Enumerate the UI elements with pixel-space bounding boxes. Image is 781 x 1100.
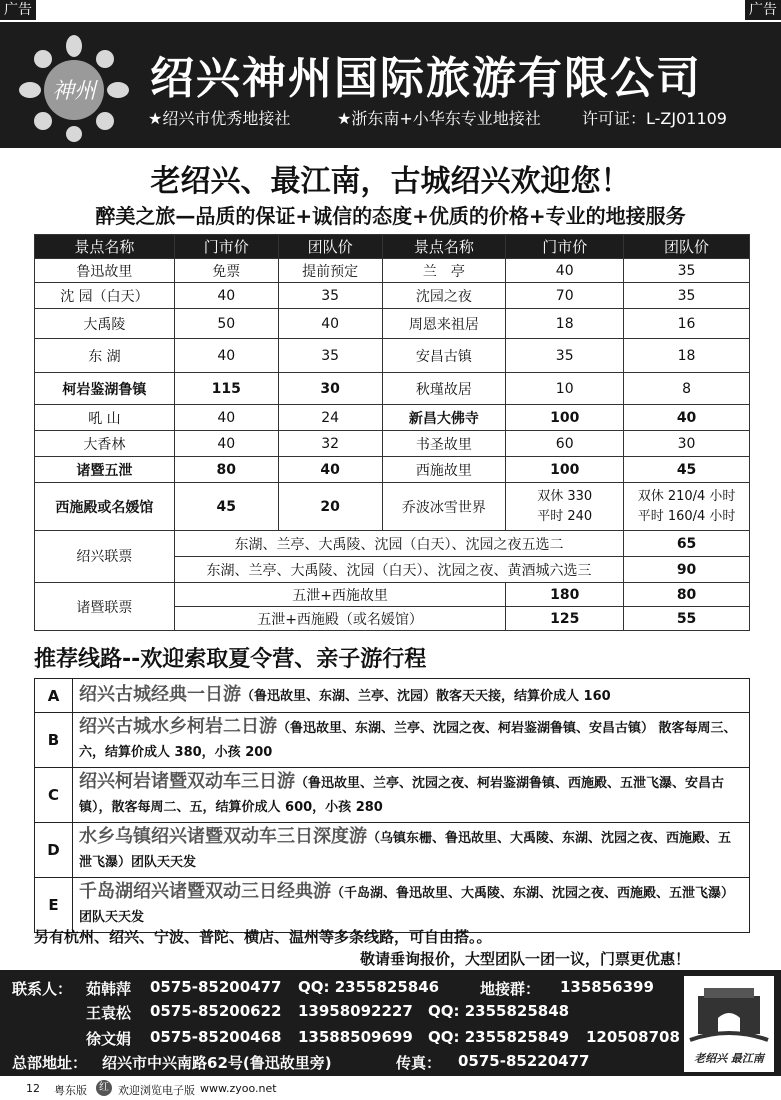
table-cell: 40 [174, 339, 278, 373]
route-name: 绍兴古城水乡柯岩二日游 [79, 716, 277, 737]
contact-qq: QQ: 2355825848 [428, 1002, 570, 1020]
routes-title: 推荐线路--欢迎索取夏令营、亲子游行程 [34, 647, 427, 672]
combo-price: 90 [624, 557, 750, 583]
table-cell: 安昌古镇 [382, 339, 506, 373]
table-cell: 40 [174, 431, 278, 457]
table-cell: 秋瑾故居 [382, 373, 506, 405]
table-cell: 西施殿或名媛馆 [35, 483, 175, 531]
route-letter: C [35, 768, 73, 823]
weekend-price: 双休 330 [537, 488, 593, 504]
combo-price: 125 [506, 607, 624, 631]
col-header: 团队价 [624, 235, 750, 259]
route-desc [73, 679, 750, 713]
table-cell: 乔波冰雪世界 [382, 483, 506, 531]
table-cell: 35 [278, 283, 382, 309]
combo-team-price: 80 [624, 583, 750, 607]
table-cell: 柯岩鉴湖鲁镇 [35, 373, 175, 405]
table-cell: 10 [506, 373, 624, 405]
page-footer [0, 1078, 781, 1100]
table-cell: 100 [506, 405, 624, 431]
table-cell: 18 [624, 339, 750, 373]
contact-name: 茹韩萍 [86, 980, 132, 998]
route-letter: A [35, 679, 73, 713]
price-table [34, 234, 750, 631]
table-row [35, 457, 750, 483]
route-row [35, 823, 750, 878]
contact-qq: QQ: 2355825849 [428, 1028, 570, 1046]
table-cell: 16 [624, 309, 750, 339]
table-cell: 西施故里 [382, 457, 506, 483]
combo-row [35, 583, 750, 607]
contact-phone: 0575-85200468 [150, 1028, 282, 1046]
table-cell: 吼 山 [35, 405, 175, 431]
route-name: 绍兴古城经典一日游 [79, 683, 241, 705]
table-cell: 50 [174, 309, 278, 339]
sun-logo-icon [18, 34, 130, 142]
route-name: 千岛湖绍兴诸暨双动三日经典游 [79, 881, 331, 902]
route-row [35, 768, 750, 823]
combo-desc: 五泄+西施殿（或名媛馆） [174, 607, 505, 631]
table-row [35, 283, 750, 309]
table-cell: 18 [506, 309, 624, 339]
table-cell: 东 湖 [35, 339, 175, 373]
table-cell: 免票 [174, 259, 278, 283]
table-cell: 20 [278, 483, 382, 531]
table-cell: 书圣故里 [382, 431, 506, 457]
route-detail: （千岛湖、鲁迅故里、大禹陵、东湖、沈园之夜、西施殿、五泄飞瀑）团队天天发 [79, 886, 735, 925]
table-cell: 40 [174, 283, 278, 309]
table-cell: 鲁迅故里 [35, 259, 175, 283]
table-cell: 40 [174, 405, 278, 431]
weekday-price: 平时 240 [537, 508, 593, 524]
table-row [35, 405, 750, 431]
contact-qq: QQ: 2355825846 [298, 978, 440, 996]
table-cell: 35 [278, 339, 382, 373]
contact-phone: 0575-85200622 [150, 1002, 282, 1020]
contact-name: 王袁松 [86, 1004, 132, 1022]
contact-extra: 120508708 [586, 1028, 680, 1046]
contact-mobile: 13958092227 [298, 1002, 413, 1020]
table-cell: 兰 亭 [382, 259, 506, 283]
table-cell: 8 [624, 373, 750, 405]
table-cell: 100 [506, 457, 624, 483]
routes-table [34, 678, 750, 933]
table-cell: 新昌大佛寺 [382, 405, 506, 431]
logo-text: 神州 [51, 79, 97, 104]
route-detail: （乌镇东栅、鲁迅故里、大禹陵、东湖、沈园之夜、西施殿、五泄飞瀑）团队天天发 [79, 831, 732, 870]
table-cell: 诸暨五泄 [35, 457, 175, 483]
table-cell: 35 [624, 259, 750, 283]
table-cell: 大香林 [35, 431, 175, 457]
table-cell: 40 [624, 405, 750, 431]
shaoxing-combo-label: 绍兴联票 [35, 531, 175, 583]
table-cell: 40 [278, 309, 382, 339]
table-row [35, 259, 750, 283]
table-cell: 40 [278, 457, 382, 483]
route-letter: D [35, 823, 73, 878]
table-cell: 35 [624, 283, 750, 309]
table-cell: 35 [506, 339, 624, 373]
header-sub-1: ★绍兴市优秀地接社 [148, 109, 291, 128]
address-label: 总部地址： [12, 1054, 88, 1072]
table-cell: 沈园之夜 [382, 283, 506, 309]
contact-footer [0, 970, 781, 1076]
route-name: 水乡乌镇绍兴诸暨双动车三日深度游 [79, 826, 367, 847]
table-header-row [35, 235, 750, 259]
route-desc [73, 713, 750, 768]
table-row [35, 309, 750, 339]
route-row [35, 878, 750, 933]
emblem-text: 老绍兴 最江南 [694, 1052, 764, 1065]
city-gate-icon [684, 976, 774, 1072]
col-header: 门市价 [506, 235, 624, 259]
col-header: 景点名称 [35, 235, 175, 259]
table-cell [624, 483, 750, 531]
route-desc [73, 823, 750, 878]
col-header: 景点名称 [382, 235, 506, 259]
city-emblem [684, 976, 774, 1072]
more-lines: 另有杭州、绍兴、宁波、普陀、横店、温州等多条线路，可自由搭。。 [34, 928, 492, 946]
weekend-team-price: 双休 210/4 小时 [637, 488, 736, 504]
route-name: 绍兴柯岩诸暨双动车三日游 [79, 771, 295, 792]
combo-price: 180 [506, 583, 624, 607]
route-letter: B [35, 713, 73, 768]
col-header: 门市价 [174, 235, 278, 259]
table-cell: 70 [506, 283, 624, 309]
top-bar [0, 0, 781, 22]
route-letter: E [35, 878, 73, 933]
inquiry-note: 敬请垂询报价，大型团队一团一议，门票更优惠！ [360, 950, 691, 968]
company-name: 绍兴神州国际旅游有限公司 [150, 53, 702, 104]
combo-team-price: 55 [624, 607, 750, 631]
contact-phone: 0575-85200477 [150, 978, 282, 996]
table-cell: 周恩来祖居 [382, 309, 506, 339]
address: 绍兴市中兴南路62号(鲁迅故里旁) [102, 1054, 332, 1072]
table-cell: 115 [174, 373, 278, 405]
table-cell: 45 [174, 483, 278, 531]
route-row [35, 679, 750, 713]
table-cell: 沈 园（白天） [35, 283, 175, 309]
group-label: 地接群： [480, 980, 541, 998]
combo-desc: 五泄+西施故里 [174, 583, 505, 607]
route-detail: （鲁迅故里、东湖、兰亭、沈园之夜、柯岩鉴湖鲁镇、安昌古镇） 散客每周三、六，结算价成人 380，小孩 200 [79, 721, 737, 760]
table-cell: 45 [624, 457, 750, 483]
page-number: 12 [26, 1082, 40, 1095]
table-row [35, 483, 750, 531]
license-number: 许可证：L-ZJ01109 [582, 109, 727, 128]
route-row [35, 713, 750, 768]
group-number: 135856399 [560, 978, 654, 996]
table-cell: 60 [506, 431, 624, 457]
website-link[interactable]: www.zyoo.net [200, 1082, 277, 1095]
table-cell: 32 [278, 431, 382, 457]
route-detail: （鲁迅故里、兰亭、沈园之夜、柯岩鉴湖鲁镇、西施殿、五泄飞瀑、安昌古镇），散客每周二、五，结算价成人 600，小孩 280 [79, 776, 725, 815]
table-row [35, 431, 750, 457]
contact-name: 徐文娟 [86, 1030, 132, 1048]
col-header: 团队价 [278, 235, 382, 259]
edition-label: 粤东版 [54, 1084, 87, 1097]
fax-label: 传真： [396, 1054, 442, 1072]
fax-number: 0575-85220477 [458, 1052, 590, 1070]
company-header [0, 22, 781, 148]
welcome-headline: 老绍兴、最江南，古城绍兴欢迎您！ [150, 164, 631, 199]
header-sub-2: ★浙东南+小华东专业地接社 [337, 109, 541, 128]
slogan: 醉美之旅—品质的保证+诚信的态度+优质的价格+专业的地接服务 [95, 204, 686, 228]
edition-badge-icon: 红 [96, 1080, 112, 1096]
table-cell: 提前预定 [278, 259, 382, 283]
table-cell: 24 [278, 405, 382, 431]
ad-tag-right: 广告 [745, 0, 781, 20]
table-cell: 30 [624, 431, 750, 457]
route-detail: （鲁迅故里、东湖、兰亭、沈园）散客天天接，结算价成人 160 [241, 688, 611, 704]
browse-note: 欢迎浏览电子版 [118, 1084, 195, 1097]
combo-desc: 东湖、兰亭、大禹陵、沈园（白天）、沈园之夜、黄酒城六选三 [174, 557, 623, 583]
table-cell: 30 [278, 373, 382, 405]
route-desc [73, 878, 750, 933]
ad-tag-left: 广告 [0, 0, 36, 20]
weekday-team-price: 平时 160/4 小时 [637, 508, 736, 524]
table-cell: 大禹陵 [35, 309, 175, 339]
contact-label: 联系人： [12, 980, 73, 998]
combo-row [35, 531, 750, 557]
table-cell [506, 483, 624, 531]
zhuji-combo-label: 诸暨联票 [35, 583, 175, 631]
table-cell: 80 [174, 457, 278, 483]
table-row [35, 373, 750, 405]
combo-price: 65 [624, 531, 750, 557]
table-row [35, 339, 750, 373]
contact-mobile: 13588509699 [298, 1028, 413, 1046]
table-cell: 40 [506, 259, 624, 283]
route-desc [73, 768, 750, 823]
combo-desc: 东湖、兰亭、大禹陵、沈园（白天）、沈园之夜五选二 [174, 531, 623, 557]
